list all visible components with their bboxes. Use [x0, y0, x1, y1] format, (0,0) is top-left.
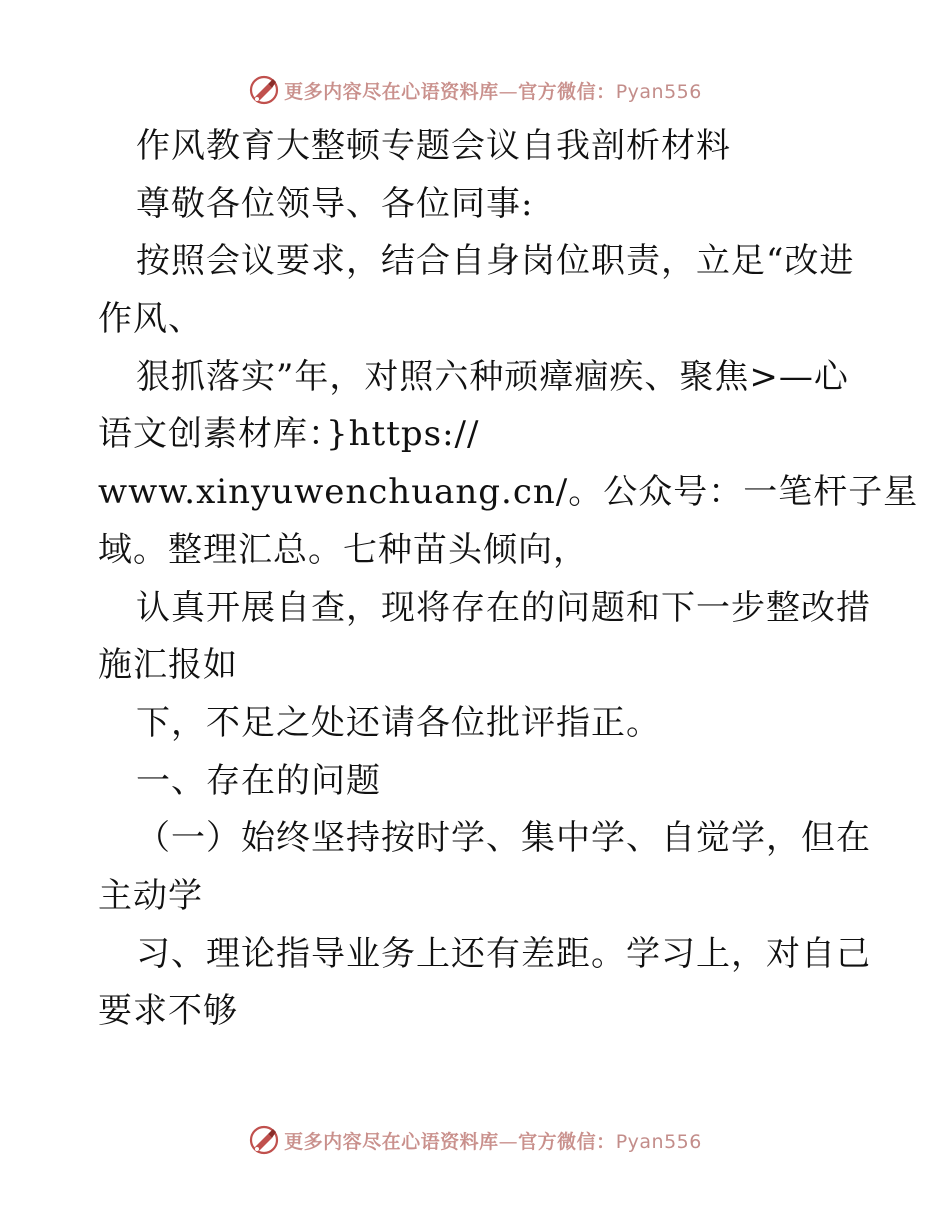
watermark-id: Pyan556: [615, 80, 702, 103]
watermark-id: Pyan556: [615, 1130, 702, 1153]
watermark-main: 更多内容尽在心语资料库: [284, 80, 499, 103]
watermark-separator: —: [498, 1130, 519, 1153]
pen-circle-logo-icon: [248, 1124, 280, 1156]
watermark-text: [284, 1127, 702, 1154]
text-line: 一、存在的问题: [136, 760, 381, 801]
text-line: 要求不够: [98, 991, 238, 1032]
watermark-label: 官方微信：: [518, 80, 616, 103]
header-watermark: [0, 70, 950, 110]
document-body: [98, 118, 919, 1041]
text-line: 尊敬各位领导、各位同事:: [136, 183, 534, 224]
watermark-text: [284, 77, 702, 104]
text-line: 按照会议要求，结合自身岗位职责，立足“改进: [136, 241, 855, 282]
text-line: www.xinyuwenchuang.cn/。公众号：一笔杆子星: [98, 472, 919, 513]
text-line: 作风教育大整顿专题会议自我剖析材料: [136, 126, 731, 166]
text-line: 语文创素材库：}https://: [98, 414, 480, 455]
footer-watermark: [0, 1120, 950, 1160]
pen-circle-logo-icon: [248, 74, 280, 106]
text-line: 作风、: [98, 299, 203, 340]
text-line: 狠抓落实”年，对照六种顽瘴痼疾、聚焦>—心: [136, 356, 849, 397]
text-line: 认真开展自查，现将存在的问题和下一步整改措: [136, 587, 871, 628]
text-line: （一）始终坚持按时学、集中学、自觉学，但在: [136, 818, 871, 859]
text-line: 下，不足之处还请各位批评指正。: [136, 702, 661, 743]
watermark-separator: —: [498, 80, 519, 103]
text-line: 主动学: [98, 875, 203, 916]
text-line: 施汇报如: [98, 645, 238, 686]
text-line: 习、理论指导业务上还有差距。学习上，对自己: [136, 933, 871, 974]
watermark-label: 官方微信：: [518, 1130, 616, 1153]
watermark-main: 更多内容尽在心语资料库: [284, 1130, 499, 1153]
text-line: 域。整理汇总。七种苗头倾向，: [98, 529, 588, 570]
